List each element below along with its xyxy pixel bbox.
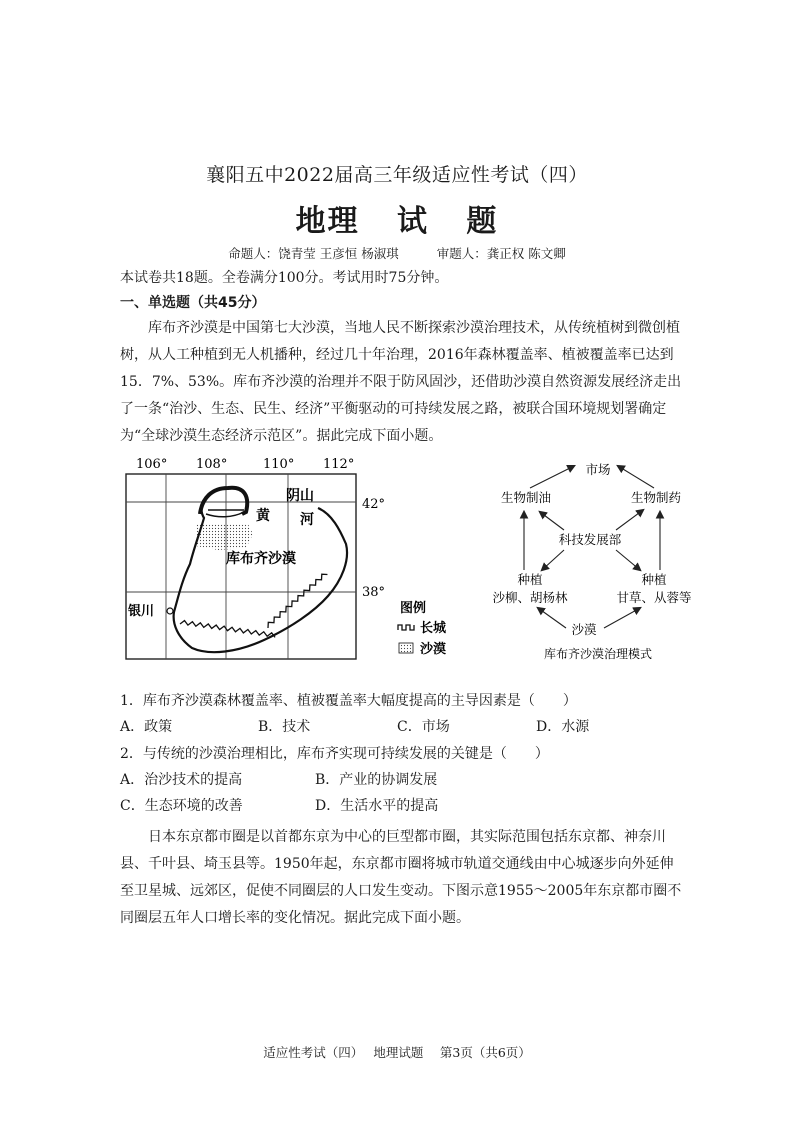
q1-option-c[interactable]: C．市场 — [397, 719, 450, 735]
question-1-stem: 1．库布齐沙漠森林覆盖率、植被覆盖率大幅度提高的主导因素是（ ） — [120, 693, 577, 709]
node-plant-left-species: 沙柳、胡杨林 — [492, 590, 568, 605]
label-yinshan: 阴山 — [286, 488, 314, 504]
great-wall — [265, 571, 327, 628]
passage-tokyo-text: 日本东京都市圈是以首都东京为中心的巨型都市圈，其实际范围包括东京都、神奈川县、千叶县、埼玉县等。1950年起，东京都市圈将城市轨道交通线由中心城逐步向外延伸至卫星城、远郊区，促使不同圈层的人口发生变动。下图示意1955～2005年东京都市圈不同圈层五年人口增长率的变化情况。据此完成下面小题。 — [120, 829, 682, 926]
arrow — [530, 466, 574, 488]
passage-kubuqi-text: 库布齐沙漠是中国第七大沙漠，当地人民不断探索沙漠治理技术，从传统植树到微创植树，从人工种植到无人机播种，经过几十年治理，2016年森林覆盖率、植被覆盖率已达到15．7%、53%。库布齐沙漠的治理并不限于防风固沙，还借助沙漠自然资源发展经济走出了一条“治沙、生态、民生、经济”平衡驱动的可持续发展之路，被联合国环境规划署确定为“全球沙漠生态经济示范区”。据此完成下面小题。 — [120, 320, 682, 444]
arrow — [538, 608, 566, 628]
page-footer: 适应性考试（四） 地理试题 第3页（共6页） — [263, 1045, 531, 1060]
question-2-stem: 2．与传统的沙漠治理相比，库布齐实现可持续发展的关键是（ ） — [120, 746, 549, 762]
arrow — [542, 550, 564, 570]
diagram-caption: 库布齐沙漠治理模式 — [543, 647, 653, 661]
arrow — [604, 608, 640, 628]
great-wall-legend-icon — [398, 625, 414, 630]
arrow — [616, 510, 643, 530]
node-plant-right-species: 甘草、从蓉等 — [616, 590, 692, 605]
lon-106: 106° — [136, 457, 168, 472]
q1-option-a[interactable]: A．政策 — [120, 719, 173, 735]
node-plant-right: 种植 — [641, 572, 667, 587]
passage-tokyo — [120, 824, 682, 932]
governance-model-diagram — [478, 452, 718, 670]
q1-option-b[interactable]: B．技术 — [258, 719, 311, 735]
lat-42: 42° — [362, 497, 386, 512]
section-heading: 一、单选题（共45分） — [120, 295, 266, 311]
kubuqi-map — [118, 452, 480, 670]
lon-108: 108° — [196, 457, 228, 472]
lat-38: 38° — [362, 585, 386, 600]
great-wall — [180, 620, 276, 637]
label-he: 河 — [300, 512, 314, 528]
node-bio-oil: 生物制油 — [500, 490, 552, 505]
arrow — [540, 512, 564, 530]
lon-110: 110° — [263, 457, 295, 472]
lon-112: 112° — [323, 457, 355, 472]
q2-option-c[interactable]: C．生态环境的改善 — [120, 798, 243, 814]
node-bio-drug: 生物制药 — [630, 490, 682, 505]
exam-intro: 本试卷共18题。全卷满分100分。考试用时75分钟。 — [120, 270, 449, 286]
node-market: 市场 — [585, 462, 611, 477]
q1-option-d[interactable]: D．水源 — [536, 719, 590, 735]
subject-title: 地理 试 题 — [295, 204, 499, 239]
desert-legend-icon — [399, 643, 413, 653]
q2-option-a[interactable]: A．治沙技术的提高 — [120, 772, 243, 788]
arrow — [616, 550, 640, 570]
desert-area — [196, 524, 253, 550]
legend-desert: 沙漠 — [420, 642, 447, 657]
yellow-river-loop-inner — [206, 510, 244, 517]
label-kubuqi: 库布齐沙漠 — [226, 551, 296, 567]
arrow — [618, 466, 654, 488]
q2-option-b[interactable]: B．产业的协调发展 — [315, 772, 438, 788]
exam-title: 襄阳五中2022届高三年级适应性考试（四） — [206, 164, 588, 186]
legend-wall: 长城 — [420, 621, 447, 636]
node-desert: 沙漠 — [571, 622, 597, 637]
q2-option-d[interactable]: D．生活水平的提高 — [315, 798, 439, 814]
label-huang: 黄 — [256, 508, 270, 524]
legend-title: 图例 — [400, 601, 427, 616]
authors-line — [0, 244, 794, 262]
passage-kubuqi — [120, 315, 682, 450]
node-tech: 科技发展部 — [558, 532, 622, 547]
label-yinchuan: 银川 — [128, 604, 155, 619]
setters: 命题人：饶青莹 王彦恒 杨淑琪 — [228, 246, 399, 261]
node-plant-left: 种植 — [517, 572, 543, 587]
reviewers: 审题人：龚正权 陈文卿 — [436, 246, 566, 261]
city-marker-icon — [167, 608, 173, 614]
